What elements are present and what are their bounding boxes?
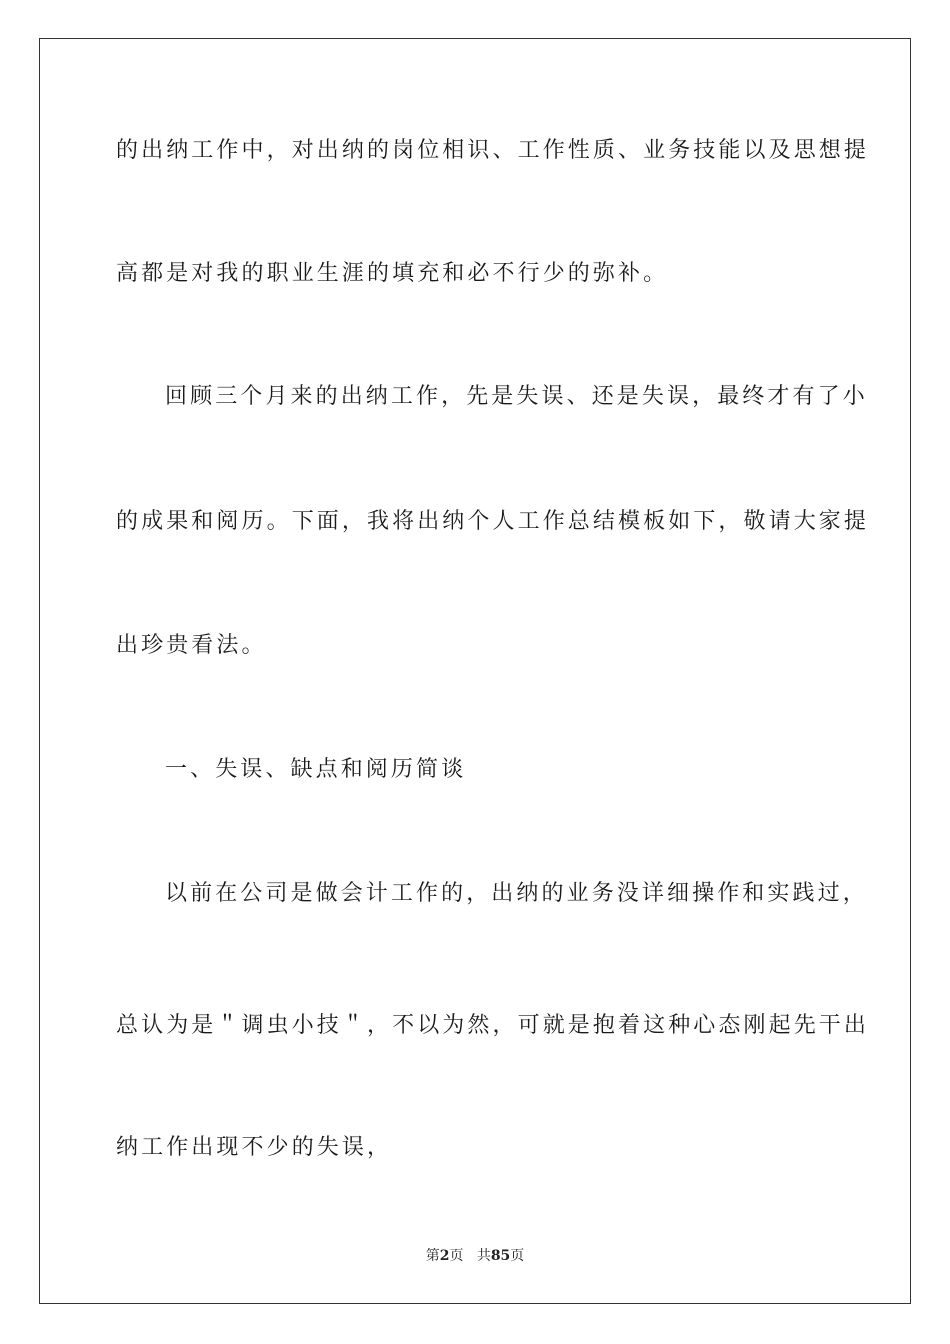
total-prefix: 共	[476, 1248, 491, 1264]
body-text-line-7: 总认为是＂调虫小技＂，不以为然，可就是抱着这种心态刚起先干出	[116, 1013, 870, 1038]
body-text-line-5: 出珍贵看法。	[116, 633, 267, 658]
total-suffix: 页	[510, 1248, 525, 1264]
page-prefix: 第	[425, 1248, 440, 1264]
body-text-line-1: 的出纳工作中，对出纳的岗位相识、工作性质、业务技能以及思想提	[116, 138, 870, 163]
body-text-line-2: 高都是对我的职业生涯的填充和必不行少的弥补。	[116, 261, 669, 286]
page-frame	[39, 38, 911, 1304]
body-text-line-4: 的成果和阅历。下面，我将出纳个人工作总结模板如下，敬请大家提	[116, 509, 870, 534]
page-suffix: 页	[449, 1248, 464, 1264]
page-footer	[0, 1246, 950, 1266]
body-text-line-3: 回顾三个月来的出纳工作，先是失误、还是失误，最终才有了小	[165, 384, 868, 409]
body-text-line-8: 纳工作出现不少的失误，	[116, 1135, 393, 1160]
body-text-line-6: 以前在公司是做会计工作的，出纳的业务没详细操作和实践过，	[165, 881, 868, 906]
total-pages: 85	[490, 1248, 511, 1264]
page-number: 2	[439, 1248, 450, 1264]
section-heading: 一、失误、缺点和阅历简谈	[165, 757, 467, 782]
